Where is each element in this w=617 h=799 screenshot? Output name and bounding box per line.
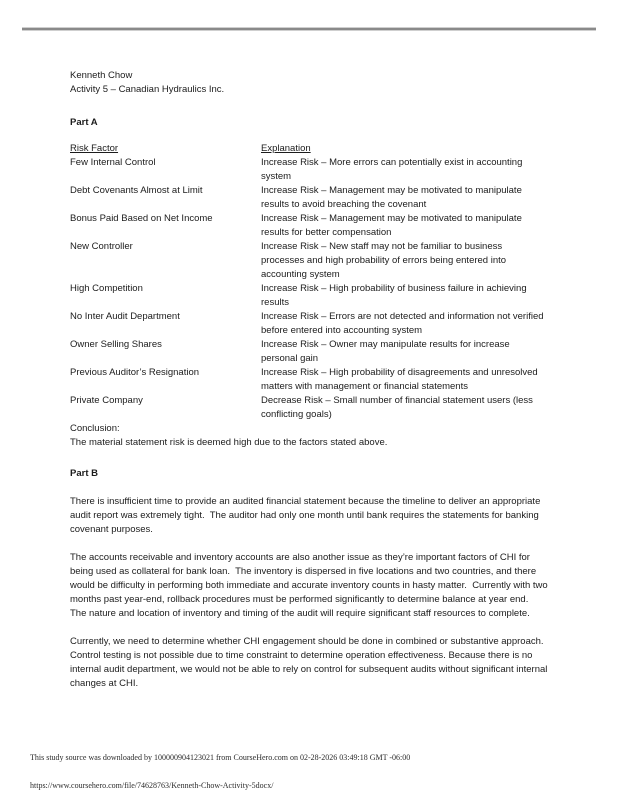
part-b-heading: Part B	[70, 468, 98, 479]
document-body	[70, 69, 551, 691]
author-name: Kenneth Chow	[70, 70, 133, 81]
explanation-cell: Increase Risk – Management may be motivated to manipulate results for better compensation	[261, 213, 522, 238]
explanation-cell: Increase Risk – High probability of disagreements and unresolved matters with management or financial statements	[261, 367, 538, 392]
risk-factor-cell: New Controller	[70, 241, 133, 252]
part-b-paragraph: Currently, we need to determine whether CHI engagement should be done in combined or substantive approach. Control testing is not possible due to time constraint to determine operation effectiveness. Because there is no internal audit department, we would not be able to rely on control for subsequent audits without significant internal changes at CHI.	[70, 636, 551, 689]
risk-factor-cell: High Competition	[70, 283, 143, 294]
explanation-cell: Increase Risk – High probability of business failure in achieving results	[261, 283, 527, 308]
table-row	[70, 156, 548, 184]
risk-factor-cell: Owner Selling Shares	[70, 339, 162, 350]
footer-url: https://www.coursehero.com/file/74628763/Kenneth-Chow-Activity-5docx/	[30, 781, 274, 790]
part-a-heading: Part A	[70, 117, 98, 128]
explanation-cell: Increase Risk – Management may be motivated to manipulate results to avoid breaching the covenant	[261, 185, 522, 210]
col-header-explanation: Explanation	[261, 143, 311, 154]
risk-factor-cell: Private Company	[70, 395, 143, 406]
explanation-cell: Increase Risk – Errors are not detected and information not verified before entered into accounting system	[261, 311, 544, 336]
header-rule	[22, 27, 596, 31]
footer-download-note: This study source was downloaded by 100000904123021 from CourseHero.com on 02-28-2026 03:49:18 GMT -06:00	[30, 753, 411, 762]
explanation-cell: Increase Risk – New staff may not be familiar to business processes and high probability of errors being entered into accounting system	[261, 241, 507, 280]
table-header-row	[70, 142, 548, 156]
part-b-paragraph: There is insufficient time to provide an audited financial statement because the timeline to deliver an appropriate audit report was extremely tight. The auditor had only one month until bank requires the statements for banking covenant purposes.	[70, 496, 543, 535]
explanation-cell: Increase Risk – Owner may manipulate results for increase personal gain	[261, 339, 510, 364]
risk-factor-cell: No Inter Audit Department	[70, 311, 180, 322]
table-row	[70, 366, 548, 394]
table-row	[70, 240, 548, 282]
part-b-paragraph: The accounts receivable and inventory accounts are also another issue as they’re important factors of CHI for being used as collateral for bank loan. The inventory is dispersed in five locations and two countries, and there would be difficulty in performing both immediate and accurate inventory counts in hasty matter. Currently with two months past year-end, rollback procedures must be performed significantly to determine balance at year end. The nature and location of inventory and timing of the audit will require significant staff resources to complete.	[70, 552, 551, 619]
conclusion-text: The material statement risk is deemed high due to the factors stated above.	[70, 437, 388, 448]
risk-factor-cell: Few Internal Control	[70, 157, 156, 168]
risk-table	[70, 142, 548, 422]
explanation-cell: Decrease Risk – Small number of financial statement users (less conflicting goals)	[261, 395, 533, 420]
table-row	[70, 394, 548, 422]
risk-factor-cell: Previous Auditor’s Resignation	[70, 367, 200, 378]
table-row	[70, 310, 548, 338]
conclusion-label: Conclusion:	[70, 423, 120, 434]
explanation-cell: Increase Risk – More errors can potentially exist in accounting system	[261, 157, 523, 182]
table-row	[70, 184, 548, 212]
table-row	[70, 338, 548, 366]
table-row	[70, 212, 548, 240]
risk-factor-cell: Debt Covenants Almost at Limit	[70, 185, 203, 196]
document-title: Activity 5 – Canadian Hydraulics Inc.	[70, 84, 225, 95]
col-header-risk-factor: Risk Factor	[70, 143, 119, 154]
table-row	[70, 282, 548, 310]
risk-factor-cell: Bonus Paid Based on Net Income	[70, 213, 213, 224]
